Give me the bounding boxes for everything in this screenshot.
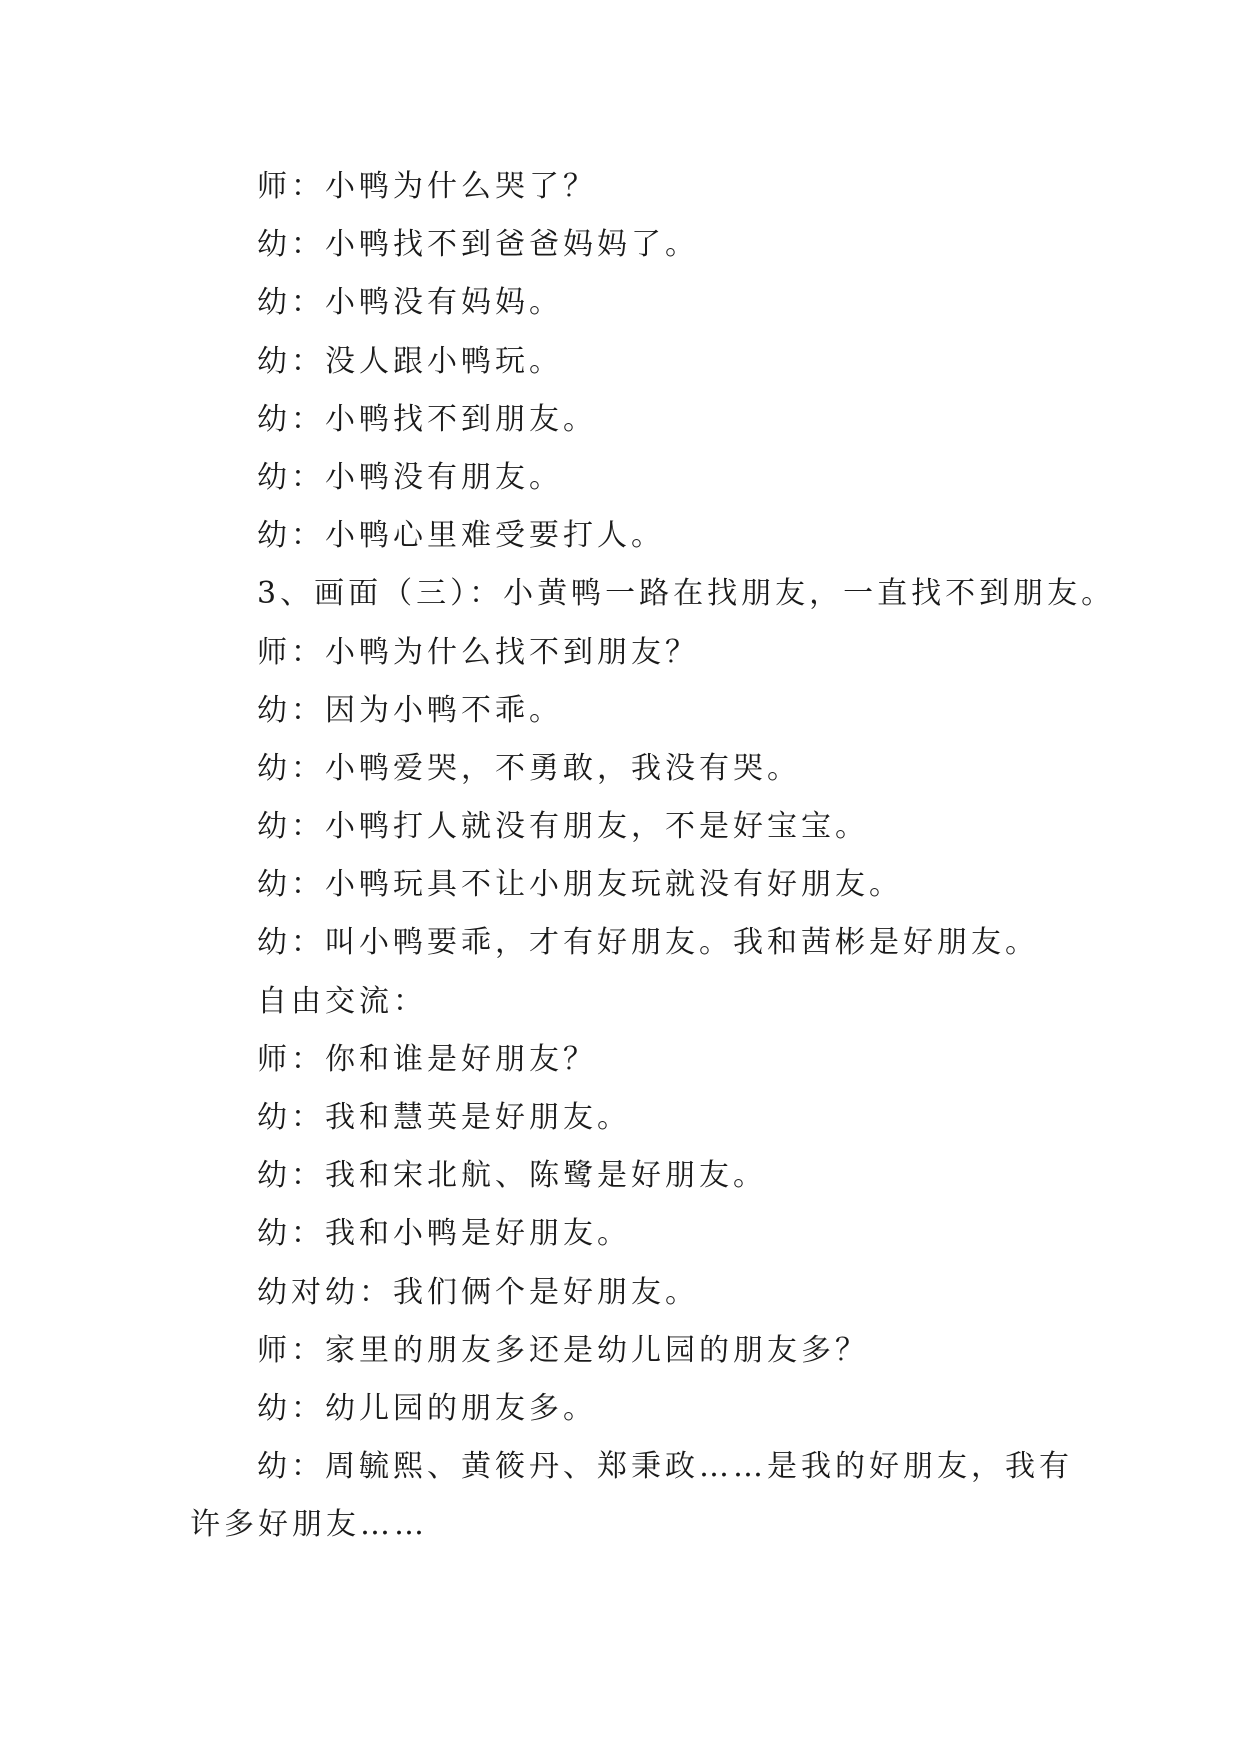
text-line: 幼：小鸭打人就没有朋友，不是好宝宝。 xyxy=(257,809,869,845)
text-line: 幼：小鸭找不到朋友。 xyxy=(257,401,597,437)
text-line: 幼：我和小鸭是好朋友。 xyxy=(257,1216,631,1252)
dialogue-text xyxy=(190,158,1116,1555)
text-line: 幼：小鸭心里难受要打人。 xyxy=(257,518,665,554)
text-line: 幼：小鸭玩具不让小朋友玩就没有好朋友。 xyxy=(257,867,903,903)
text-line: 幼：小鸭没有朋友。 xyxy=(257,459,563,495)
text-line: 幼：叫小鸭要乖，才有好朋友。我和茜彬是好朋友。 xyxy=(257,925,1039,961)
text-line: 幼：幼儿园的朋友多。 xyxy=(257,1390,597,1426)
text-line-continuation: 许多好朋友…… xyxy=(190,1507,428,1543)
subsection-heading: 自由交流： xyxy=(257,983,427,1019)
text-line: 幼：我和慧英是好朋友。 xyxy=(257,1100,631,1135)
text-line: 幼：周毓熙、黄筱丹、郑秉政……是我的好朋友，我有 xyxy=(257,1449,1073,1485)
text-line: 幼：小鸭找不到爸爸妈妈了。 xyxy=(257,227,699,263)
text-line: 幼：没人跟小鸭玩。 xyxy=(257,343,563,379)
section-heading: 3、画面（三）：小黄鸭一路在找朋友，一直找不到朋友。 xyxy=(257,576,1116,612)
text-line: 师：小鸭为什么哭了？ xyxy=(257,169,597,204)
text-line: 幼：小鸭爱哭，不勇敢，我没有哭。 xyxy=(257,750,801,786)
text-line: 幼：因为小鸭不乖。 xyxy=(257,692,563,728)
text-line: 幼：小鸭没有妈妈。 xyxy=(257,285,563,321)
text-line: 师：小鸭为什么找不到朋友？ xyxy=(257,634,699,670)
text-line: 幼对幼：我们俩个是好朋友。 xyxy=(257,1274,699,1310)
text-line: 师：家里的朋友多还是幼儿园的朋友多？ xyxy=(257,1332,869,1368)
text-line: 师：你和谁是好朋友？ xyxy=(257,1041,597,1077)
text-line: 幼：我和宋北航、陈鹭是好朋友。 xyxy=(257,1158,767,1194)
